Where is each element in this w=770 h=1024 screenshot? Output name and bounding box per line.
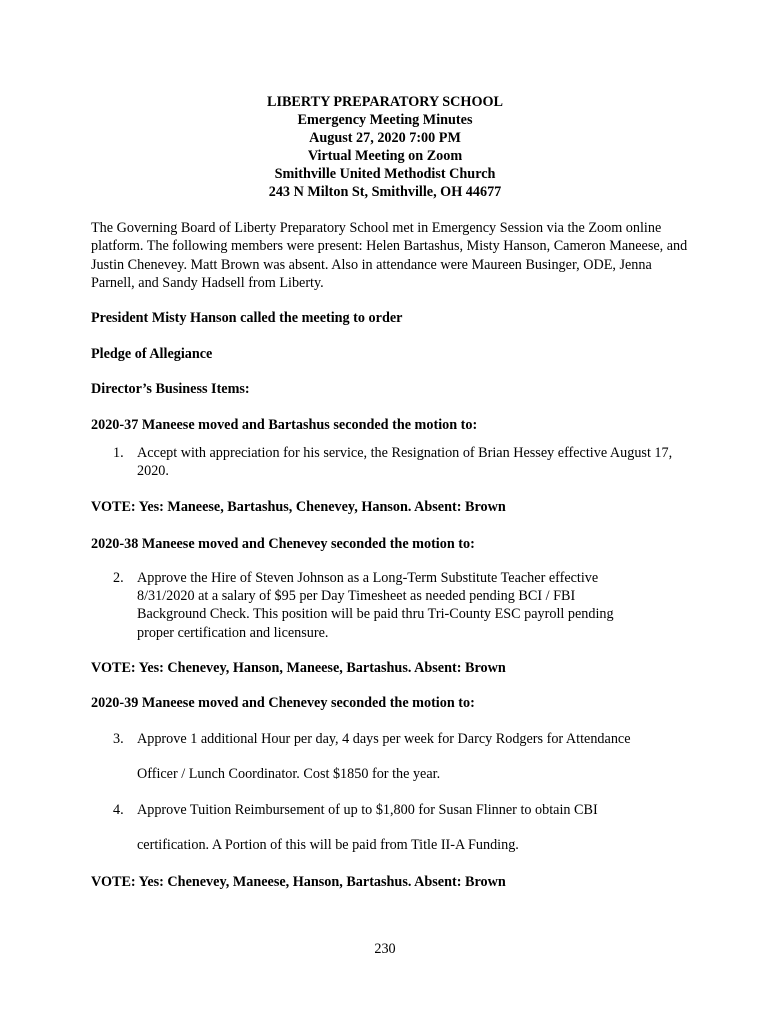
item-number: 2. [113, 570, 124, 586]
pledge-heading: Pledge of Allegiance [91, 346, 213, 362]
item-text-line: Approve 1 additional Hour per day, 4 days per week for Darcy Rodgers for Attendance [137, 731, 631, 747]
meeting-datetime: August 27, 2020 7:00 PM [309, 130, 461, 146]
school-name: LIBERTY PREPARATORY SCHOOL [266, 94, 504, 110]
vote-result: VOTE: Yes: Maneese, Bartashus, Chenevey, Hanson. Absent: Brown [91, 499, 506, 515]
document-header [0, 93, 770, 201]
church-address: 243 N Milton St, Smithville, OH 44677 [268, 184, 502, 200]
item-number: 3. [113, 731, 124, 747]
directors-items-heading: Director’s Business Items: [91, 381, 250, 397]
call-to-order: President Misty Hanson called the meeting to order [91, 310, 403, 326]
motion-item [113, 444, 673, 480]
motion-item [113, 569, 673, 642]
item-text-line: certification. A Portion of this will be paid from Title II-A Funding. [137, 837, 519, 854]
item-text: Approve the Hire of Steven Johnson as a Long-Term Substitute Teacher effective 8/31/2020 at a salary of $95 per Day Timesheet as needed pending BCI / FBI Background Check. This position will be paid thru Tri-County ESC payroll pending proper certification and licensure. [137, 570, 614, 641]
church-name: Smithville United Methodist Church [274, 166, 496, 182]
page-number: 230 [374, 941, 396, 957]
intro-paragraph: The Governing Board of Liberty Preparatory School met in Emergency Session via the Zoom online platform. The following members were present: Helen Bartashus, Misty Hanson, Cameron Maneese, and Justin Chenevey. Matt Brown was absent. Also in attendance were Maureen Businger, ODE, Jenna Parnell, and Sandy Hadsell from Liberty. [91, 220, 688, 291]
item-text-line: Approve Tuition Reimbursement of up to $1,800 for Susan Flinner to obtain CBI [137, 802, 598, 818]
motion-heading: 2020-37 Maneese moved and Bartashus seconded the motion to: [91, 417, 478, 433]
item-text-line: Officer / Lunch Coordinator. Cost $1850 for the year. [137, 766, 441, 783]
item-number: 1. [113, 445, 124, 461]
item-text: Accept with appreciation for his service, the Resignation of Brian Hessey effective August 17, 2020. [137, 445, 673, 480]
document-title: Emergency Meeting Minutes [297, 112, 473, 128]
motion-item [113, 730, 673, 783]
vote-result: VOTE: Yes: Chenevey, Hanson, Maneese, Bartashus. Absent: Brown [91, 660, 506, 676]
item-number: 4. [113, 802, 124, 818]
motion-heading: 2020-38 Maneese moved and Chenevey seconded the motion to: [91, 536, 475, 552]
vote-result: VOTE: Yes: Chenevey, Maneese, Hanson, Bartashus. Absent: Brown [91, 874, 506, 890]
motion-item [113, 801, 673, 854]
motion-heading: 2020-39 Maneese moved and Chenevey seconded the motion to: [91, 695, 475, 711]
meeting-venue: Virtual Meeting on Zoom [307, 148, 463, 164]
